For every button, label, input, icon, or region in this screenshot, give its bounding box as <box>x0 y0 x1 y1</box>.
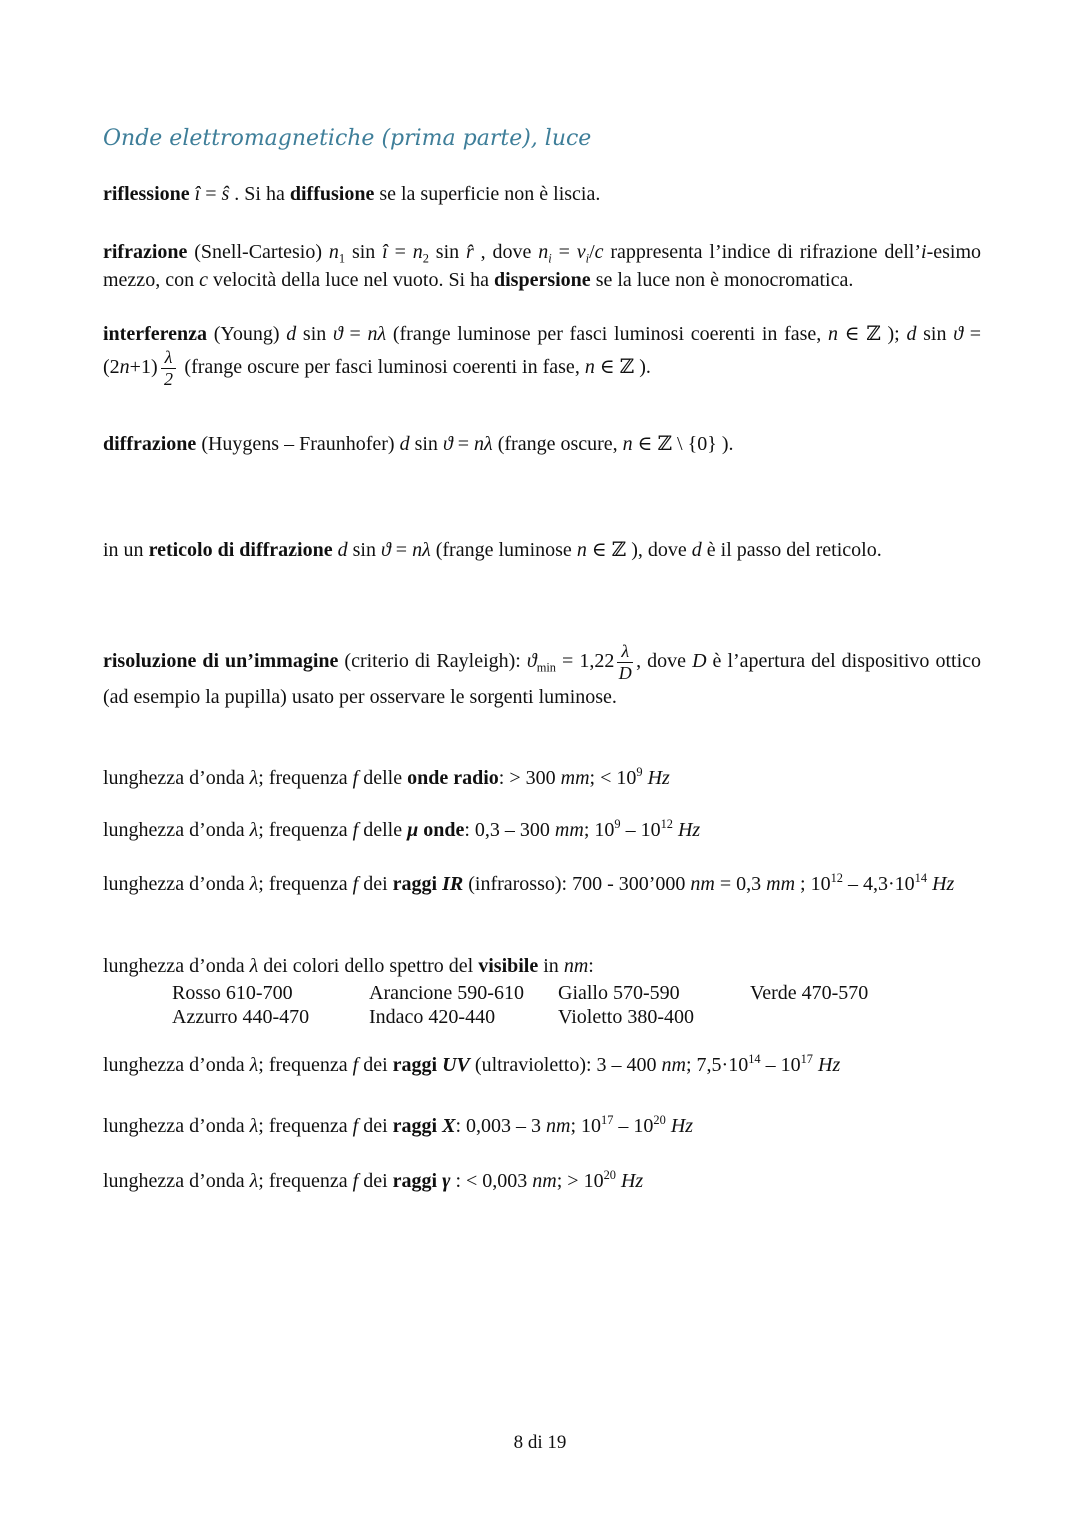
section-heading: Onde elettromagnetiche (prima parte), luce <box>103 126 592 151</box>
paragraph-raggi-gamma: lunghezza d’onda λ; frequenza f dei raggi γ : < 0,003 nm; > $10^{20}$ Hz <box>103 1167 644 1192</box>
spectrum-cell-verde: Verde 470-570 <box>750 982 869 1004</box>
paragraph-visibile-intro: lunghezza d’onda λ dei colori dello spettro del visibile in nm: <box>103 955 594 977</box>
paragraph-onde-radio: lunghezza d’onda λ; frequenza f delle onde radio: > 300 mm; < $10^9$ Hz <box>103 764 670 789</box>
paragraph-interferenza: interferenza (Young) d sin ϑ = nλ (frange luminose per fasci luminosi coerenti in fase, n ∈ ℤ ); d sin ϑ = (2n+1) $\frac{\lambda}{2}$ (frange oscure per fasci luminosi coerenti in fase, n ∈ ℤ ). <box>103 323 981 389</box>
paragraph-rifrazione: rifrazione (Snell-Cartesio) $n_1$ sin î = $n_2$ sin r̂ , dove $n_i = v_i/c$ rappresenta l’indice di rifrazione dell’i-esimo mezzo, con c velocità della luce nel vuoto. Si ha dispersione se la luce non è monocromatica. <box>103 241 982 291</box>
paragraph-raggi-uv: lunghezza d’onda λ; frequenza f dei raggi UV (ultravioletto): 3 – 400 nm; $7,5\cdot 10^{14} - 10^{17}$ Hz <box>103 1051 841 1076</box>
spectrum-cell-arancione: Arancione 590-610 <box>369 982 524 1004</box>
spectrum-cell-indaco: Indaco 420-440 <box>369 1006 496 1028</box>
spectrum-cell-empty <box>750 1005 1050 1029</box>
spectrum-cell-violetto: Violetto 380-400 <box>558 1006 695 1028</box>
fraction: $\frac{\lambda}{2}$ <box>161 348 177 389</box>
spectrum-cell-giallo: Giallo 570-590 <box>558 982 680 1004</box>
paragraph-raggi-x: lunghezza d’onda λ; frequenza f dei raggi X: 0,003 – 3 nm; $10^{17} - 10^{20}$ Hz <box>103 1112 694 1137</box>
paragraph-raggi-ir: lunghezza d’onda λ; frequenza f dei raggi IR (infrarosso): 700 - 300’000 nm = 0,3 mm ; $10^{12} - 4,3\cdot 10^{14}$ Hz <box>103 870 955 895</box>
paragraph-micro-onde: lunghezza d’onda λ; frequenza f delle μ onde: 0,3 – 300 mm; $10^9 - 10^{12}$ Hz <box>103 816 701 841</box>
fraction: $\frac{\lambda}{D}$ <box>618 641 632 683</box>
paragraph-reticolo: in un reticolo di diffrazione d sin ϑ = nλ (frange luminose n ∈ ℤ ), dove d è il passo del reticolo. <box>103 539 882 561</box>
spectrum-cell-rosso: Rosso 610-700 <box>172 982 293 1004</box>
paragraph-risoluzione: risoluzione di un’immagine (criterio di Rayleigh): $ϑ_{min} = 1,22$ $\frac{\lambda}{D}$ , dove D è l’apertura del dispositivo ottico (ad esempio la pupilla) usato per osservare le sorgenti luminose. <box>103 641 982 708</box>
paragraph-diffrazione: diffrazione (Huygens – Fraunhofer) d sin ϑ = nλ (frange oscure, n ∈ ℤ \ {0} ). <box>103 433 734 455</box>
paragraph-riflessione: riflessione î = ŝ . Si ha diffusione se la superficie non è liscia. <box>103 183 601 205</box>
page-number: 8 di 19 <box>513 1432 567 1453</box>
visible-spectrum-table <box>103 981 1050 1029</box>
spectrum-cell-azzurro: Azzurro 440-470 <box>172 1006 310 1028</box>
